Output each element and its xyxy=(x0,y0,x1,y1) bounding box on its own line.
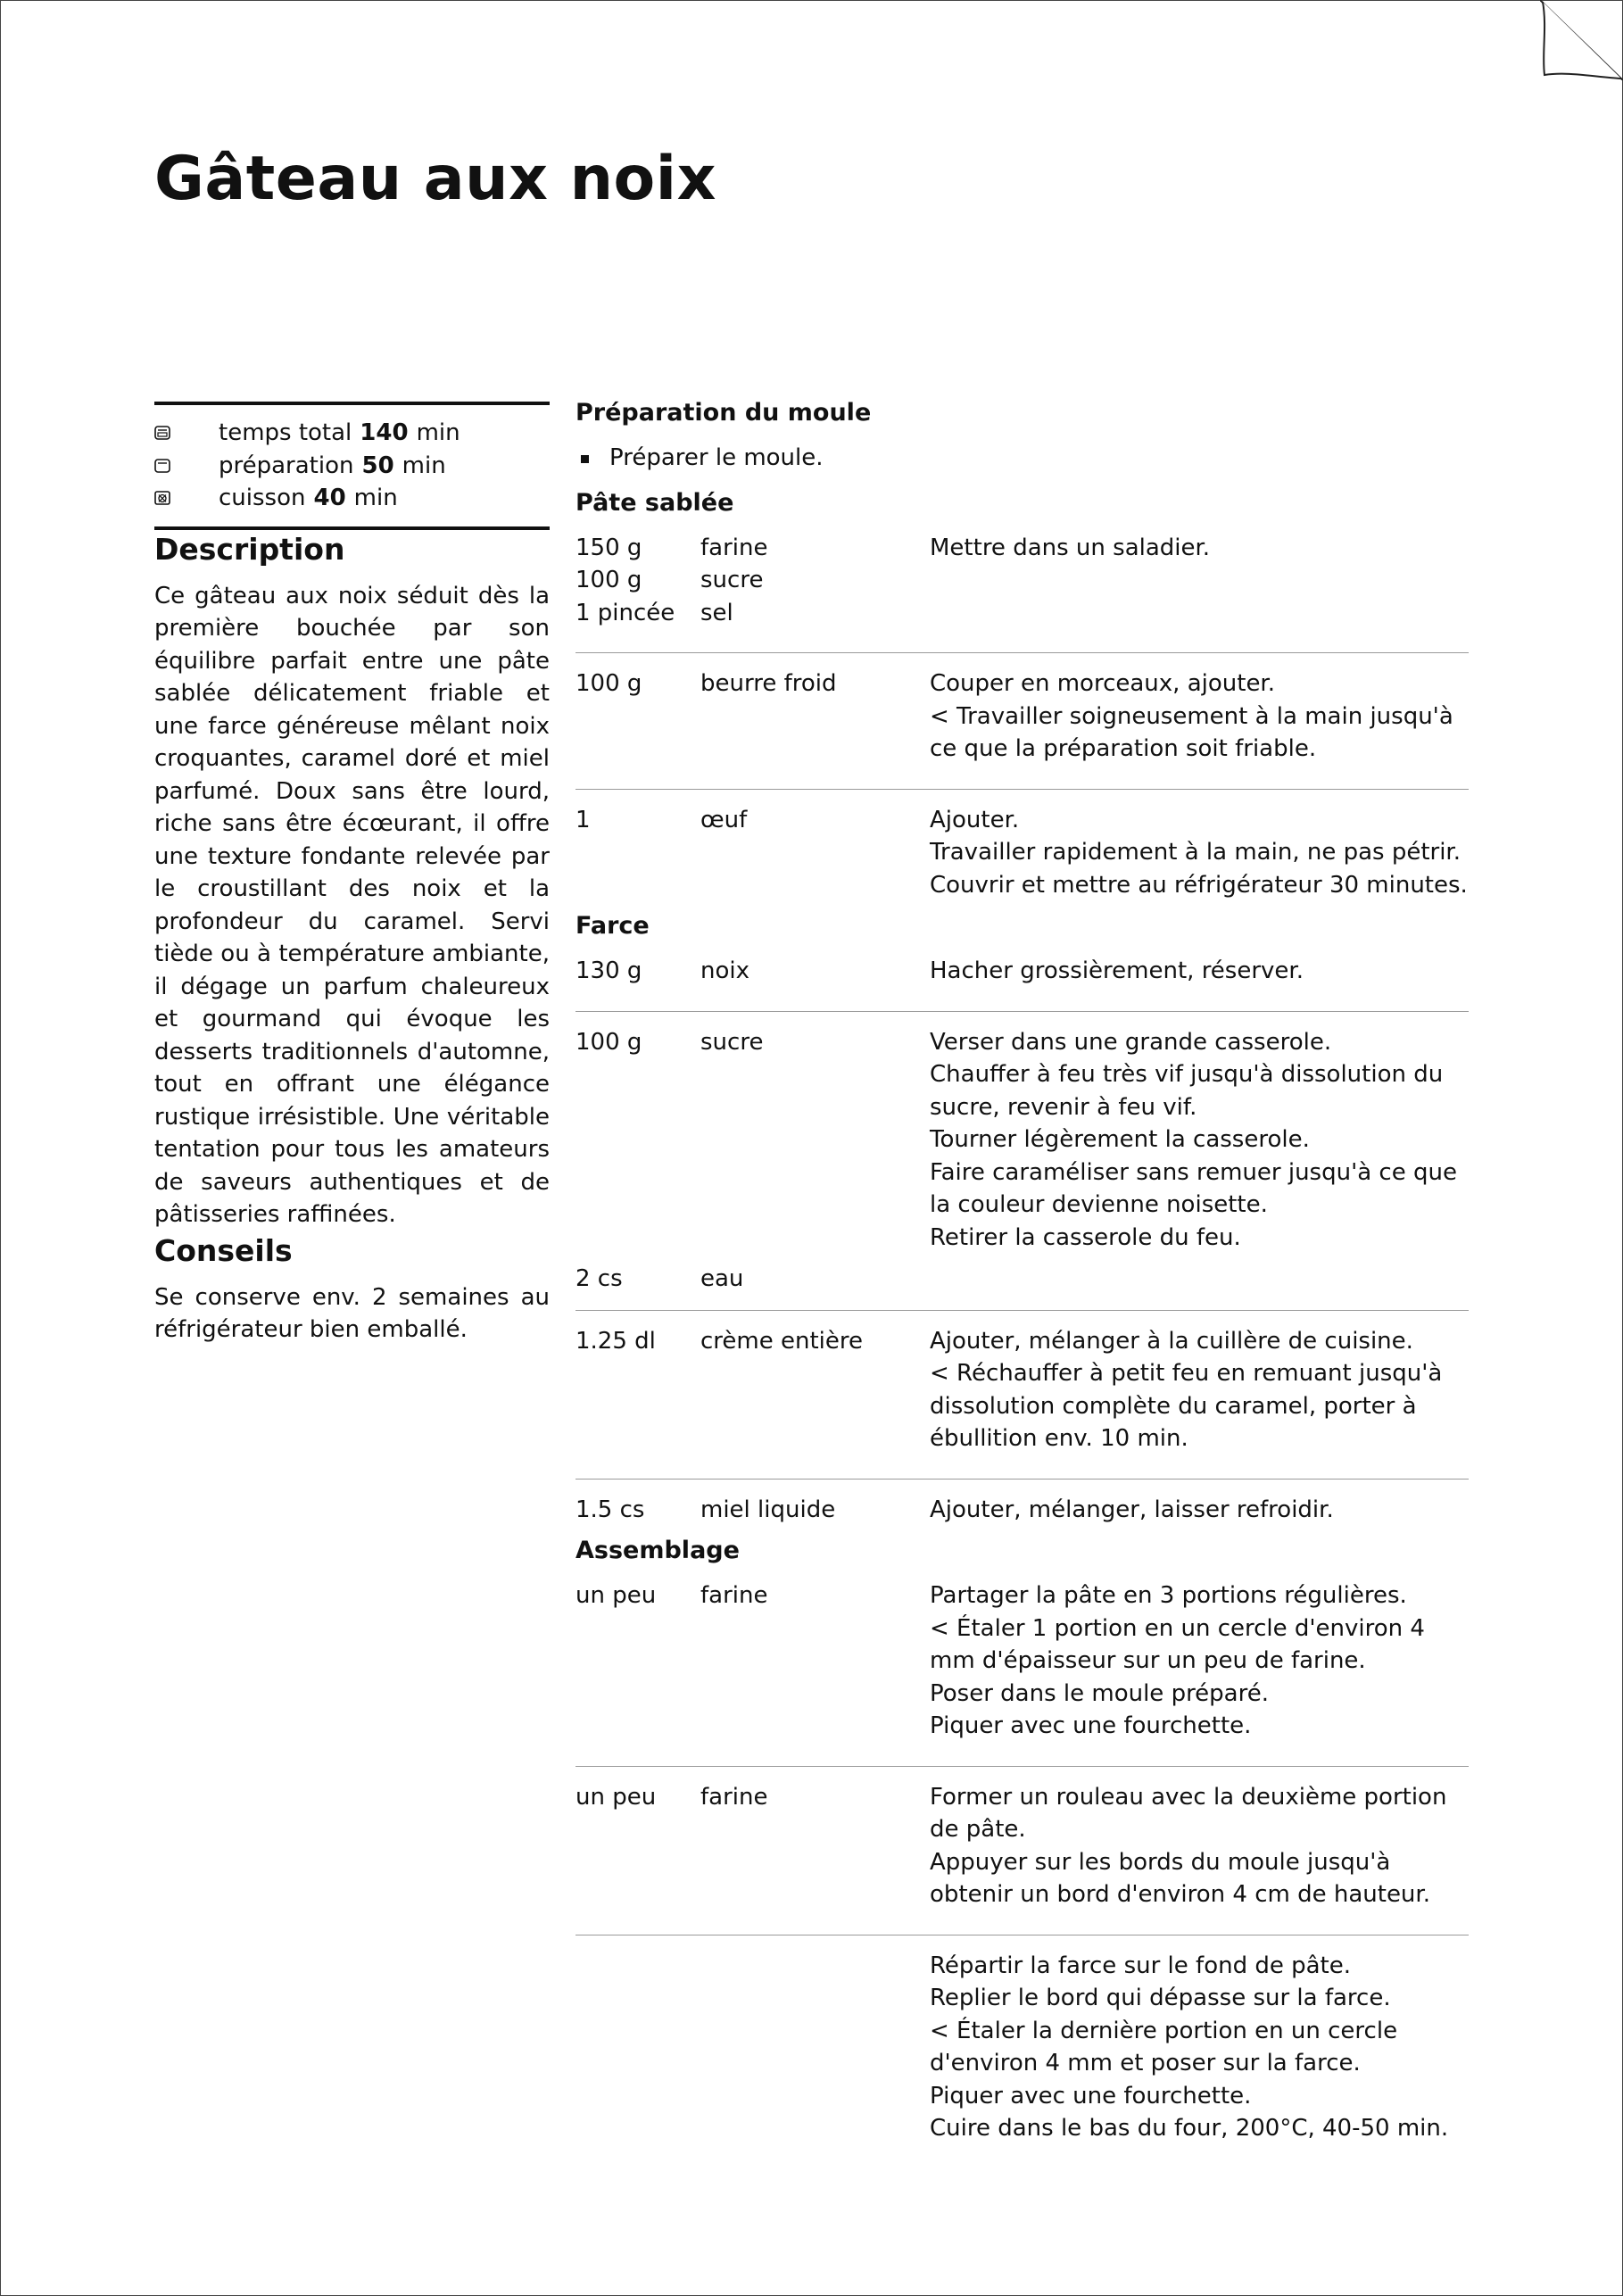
pastry-heading: Pâte sablée xyxy=(576,488,734,517)
ingredient-quantity: 130 g xyxy=(576,957,642,984)
instructions xyxy=(930,955,1469,988)
instructions xyxy=(930,1026,1469,1255)
instruction-line: Poser dans le moule préparé. xyxy=(930,1679,1269,1707)
ingredient-quantity: 1 xyxy=(576,806,591,833)
instructions xyxy=(930,1494,1469,1527)
recipe-step xyxy=(576,1935,1469,2154)
ingredient-quantity: 100 g xyxy=(576,1028,642,1056)
ingredient-name: farine xyxy=(700,1582,768,1609)
ingredient xyxy=(576,804,930,837)
instruction-line: Piquer avec une fourchette. xyxy=(930,2082,1252,2110)
ingredient-name: sucre xyxy=(700,567,764,593)
instructions xyxy=(930,1579,1469,1743)
ingredient-list xyxy=(576,1026,930,1255)
recipe-step xyxy=(576,942,1469,997)
instruction-line: Replier le bord qui dépasse sur la farce. xyxy=(930,1985,1391,2011)
instruction-line: Retirer la casserole du feu. xyxy=(930,1223,1241,1251)
recipe-step xyxy=(576,652,1469,775)
instruction-line: < Étaler 1 portion en un cercle d'environ 4 mm d'épaisseur sur un peu de farine. xyxy=(930,1614,1425,1674)
instructions xyxy=(930,1781,1469,1911)
instruction-line: Partager la pâte en 3 portions régulières. xyxy=(930,1582,1407,1609)
description-heading: Description xyxy=(154,531,345,567)
instruction-line: Couvrir et mettre au réfrigérateur 30 minutes. xyxy=(930,871,1468,899)
ingredient-name: beurre froid xyxy=(700,670,837,697)
ingredient xyxy=(576,1579,930,1612)
ingredient-list xyxy=(576,955,930,988)
sidebar xyxy=(154,402,550,1347)
ingredient-name: farine xyxy=(700,1783,768,1811)
ingredient xyxy=(576,1026,930,1059)
ingredient-quantity: 150 g xyxy=(576,534,642,561)
ingredient xyxy=(576,597,930,630)
ingredient-name: noix xyxy=(700,957,749,984)
recipe-step xyxy=(576,1766,1469,1920)
ingredient-quantity: 1 pincée xyxy=(576,599,675,626)
ingredient-quantity: un peu xyxy=(576,1783,657,1811)
instruction-line: Hacher grossièrement, réserver. xyxy=(930,957,1304,984)
ingredient-list xyxy=(576,1950,930,2145)
ingredient-quantity: 1.25 dl xyxy=(576,1327,656,1355)
ingredient-list xyxy=(576,1781,930,1911)
instruction-line: Faire caraméliser sans remuer jusqu'à ce que la couleur devienne noisette. xyxy=(930,1158,1457,1218)
ingredient-list xyxy=(576,1325,930,1455)
ingredient xyxy=(576,1325,930,1358)
recipe-title: Gâteau aux noix xyxy=(154,144,716,214)
instructions xyxy=(930,804,1469,902)
ingredient-quantity: 1.5 cs xyxy=(576,1496,645,1523)
instruction-line: Mettre dans un saladier. xyxy=(930,534,1211,561)
instruction-line: Chauffer à feu très vif jusqu'à dissolution du sucre, revenir à feu vif. xyxy=(930,1061,1444,1121)
ingredient-quantity: 100 g xyxy=(576,670,642,697)
ingredient xyxy=(576,1263,1469,1296)
page-curl-corner xyxy=(1540,0,1623,80)
assembly-heading: Assemblage xyxy=(576,1537,740,1564)
ingredient-list xyxy=(576,1579,930,1743)
ingredient-name: crème entière xyxy=(700,1327,863,1355)
instruction-line: Couper en morceaux, ajouter. xyxy=(930,670,1276,697)
ingredient-quantity: 100 g xyxy=(576,567,642,593)
instruction-line: Appuyer sur les bords du moule jusqu'à obtenir un bord d'environ 4 cm de hauteur. xyxy=(930,1848,1430,1908)
ingredient-name: eau xyxy=(700,1265,744,1292)
assembly-steps xyxy=(576,1567,1469,2154)
recipe-step xyxy=(576,519,1469,639)
oven-icon xyxy=(154,491,170,505)
mould-bullet: Préparer le moule. xyxy=(576,442,1469,475)
instruction-line: Former un rouleau avec la deuxième portion de pâte. xyxy=(930,1783,1447,1843)
mould-heading: Préparation du moule xyxy=(576,399,872,427)
recipe-step xyxy=(576,1479,1469,1536)
tips-text: Se conserve env. 2 semaines au réfrigérateur bien emballé. xyxy=(154,1283,550,1343)
recipe-step xyxy=(576,1310,1469,1464)
instruction-line: < Réchauffer à petit feu en remuant jusqu'à dissolution complète du caramel, porter à ébullition env. 10 min. xyxy=(930,1360,1443,1452)
time-list xyxy=(154,405,550,526)
instruction-line: Cuire dans le bas du four, 200°C, 40-50 min. xyxy=(930,2115,1449,2142)
ingredient-name: miel liquide xyxy=(700,1496,836,1523)
instruction-line: Répartir la farce sur le fond de pâte. xyxy=(930,1952,1351,1979)
ingredient-quantity: 2 cs xyxy=(576,1265,623,1292)
ingredient-list xyxy=(576,667,930,766)
clock-icon xyxy=(154,426,170,440)
ingredient-list xyxy=(576,804,930,902)
filling-heading: Farce xyxy=(576,912,650,940)
ingredient-list xyxy=(576,1494,930,1527)
ingredient-list xyxy=(576,532,930,630)
instruction-line: Tourner légèrement la casserole. xyxy=(930,1126,1310,1153)
ingredient-name: sel xyxy=(700,599,733,626)
recipe-step xyxy=(576,1011,1469,1264)
instruction-line: Piquer avec une fourchette. xyxy=(930,1712,1252,1739)
instruction-line: < Travailler soigneusement à la main jusqu'à ce que la préparation soit friable. xyxy=(930,702,1453,762)
instructions xyxy=(930,1950,1469,2145)
instructions xyxy=(930,532,1469,630)
ingredient-quantity: un peu xyxy=(576,1582,657,1609)
ingredient xyxy=(576,667,930,700)
recipe-step xyxy=(576,789,1469,911)
tips-heading: Conseils xyxy=(154,1232,293,1268)
time-total: temps total 140 min xyxy=(154,417,550,450)
ingredient xyxy=(576,1781,930,1814)
ingredient xyxy=(576,955,930,988)
description-text: Ce gâteau aux noix séduit dès la première bouchée par son équilibre parfait entre une pâte sablée délicatement friable et une farce généreuse mêlant noix croquantes, caramel doré et miel parfumé. Doux sans être lourd, riche sans être écœurant, il offre une texture fondante relevée par le croustillant des noix et la profondeur du caramel. Servi tiède ou à température ambiante, il dégage un parfum chaleureux et gourmand qui évoque les desserts traditionnels d'automne, tout en offrant une élégance rustique irrésistible. Une véritable tentation pour tous les amateurs de saveurs authentiques et de pâtisseries raffinées. xyxy=(154,582,550,1228)
time-cooking: cuisson 40 min xyxy=(154,482,550,515)
instructions xyxy=(930,667,1469,766)
ingredient-name: farine xyxy=(700,534,768,561)
ingredient-name: sucre xyxy=(700,1028,764,1056)
ingredient xyxy=(576,532,930,565)
time-preparation: préparation 50 min xyxy=(154,450,550,483)
instructions xyxy=(930,1325,1469,1455)
instruction-line: Ajouter, mélanger à la cuillère de cuisine. xyxy=(930,1327,1413,1355)
instruction-line: < Étaler la dernière portion en un cercle d'environ 4 mm et poser sur la farce. xyxy=(930,2017,1398,2076)
instruction-line: Ajouter. xyxy=(930,806,1020,833)
instruction-line: Ajouter, mélanger, laisser refroidir. xyxy=(930,1496,1334,1523)
instruction-line: Verser dans une grande casserole. xyxy=(930,1028,1332,1056)
ingredient xyxy=(576,564,930,597)
recipe-steps xyxy=(576,397,1469,2154)
instruction-line: Travailler rapidement à la main, ne pas pétrir. xyxy=(930,839,1462,866)
pastry-steps xyxy=(576,519,1469,911)
filling-steps xyxy=(576,942,1469,1535)
recipe-step xyxy=(576,1567,1469,1752)
ingredient xyxy=(576,1494,930,1527)
prep-icon xyxy=(154,459,170,473)
ingredient-name: œuf xyxy=(700,806,748,833)
